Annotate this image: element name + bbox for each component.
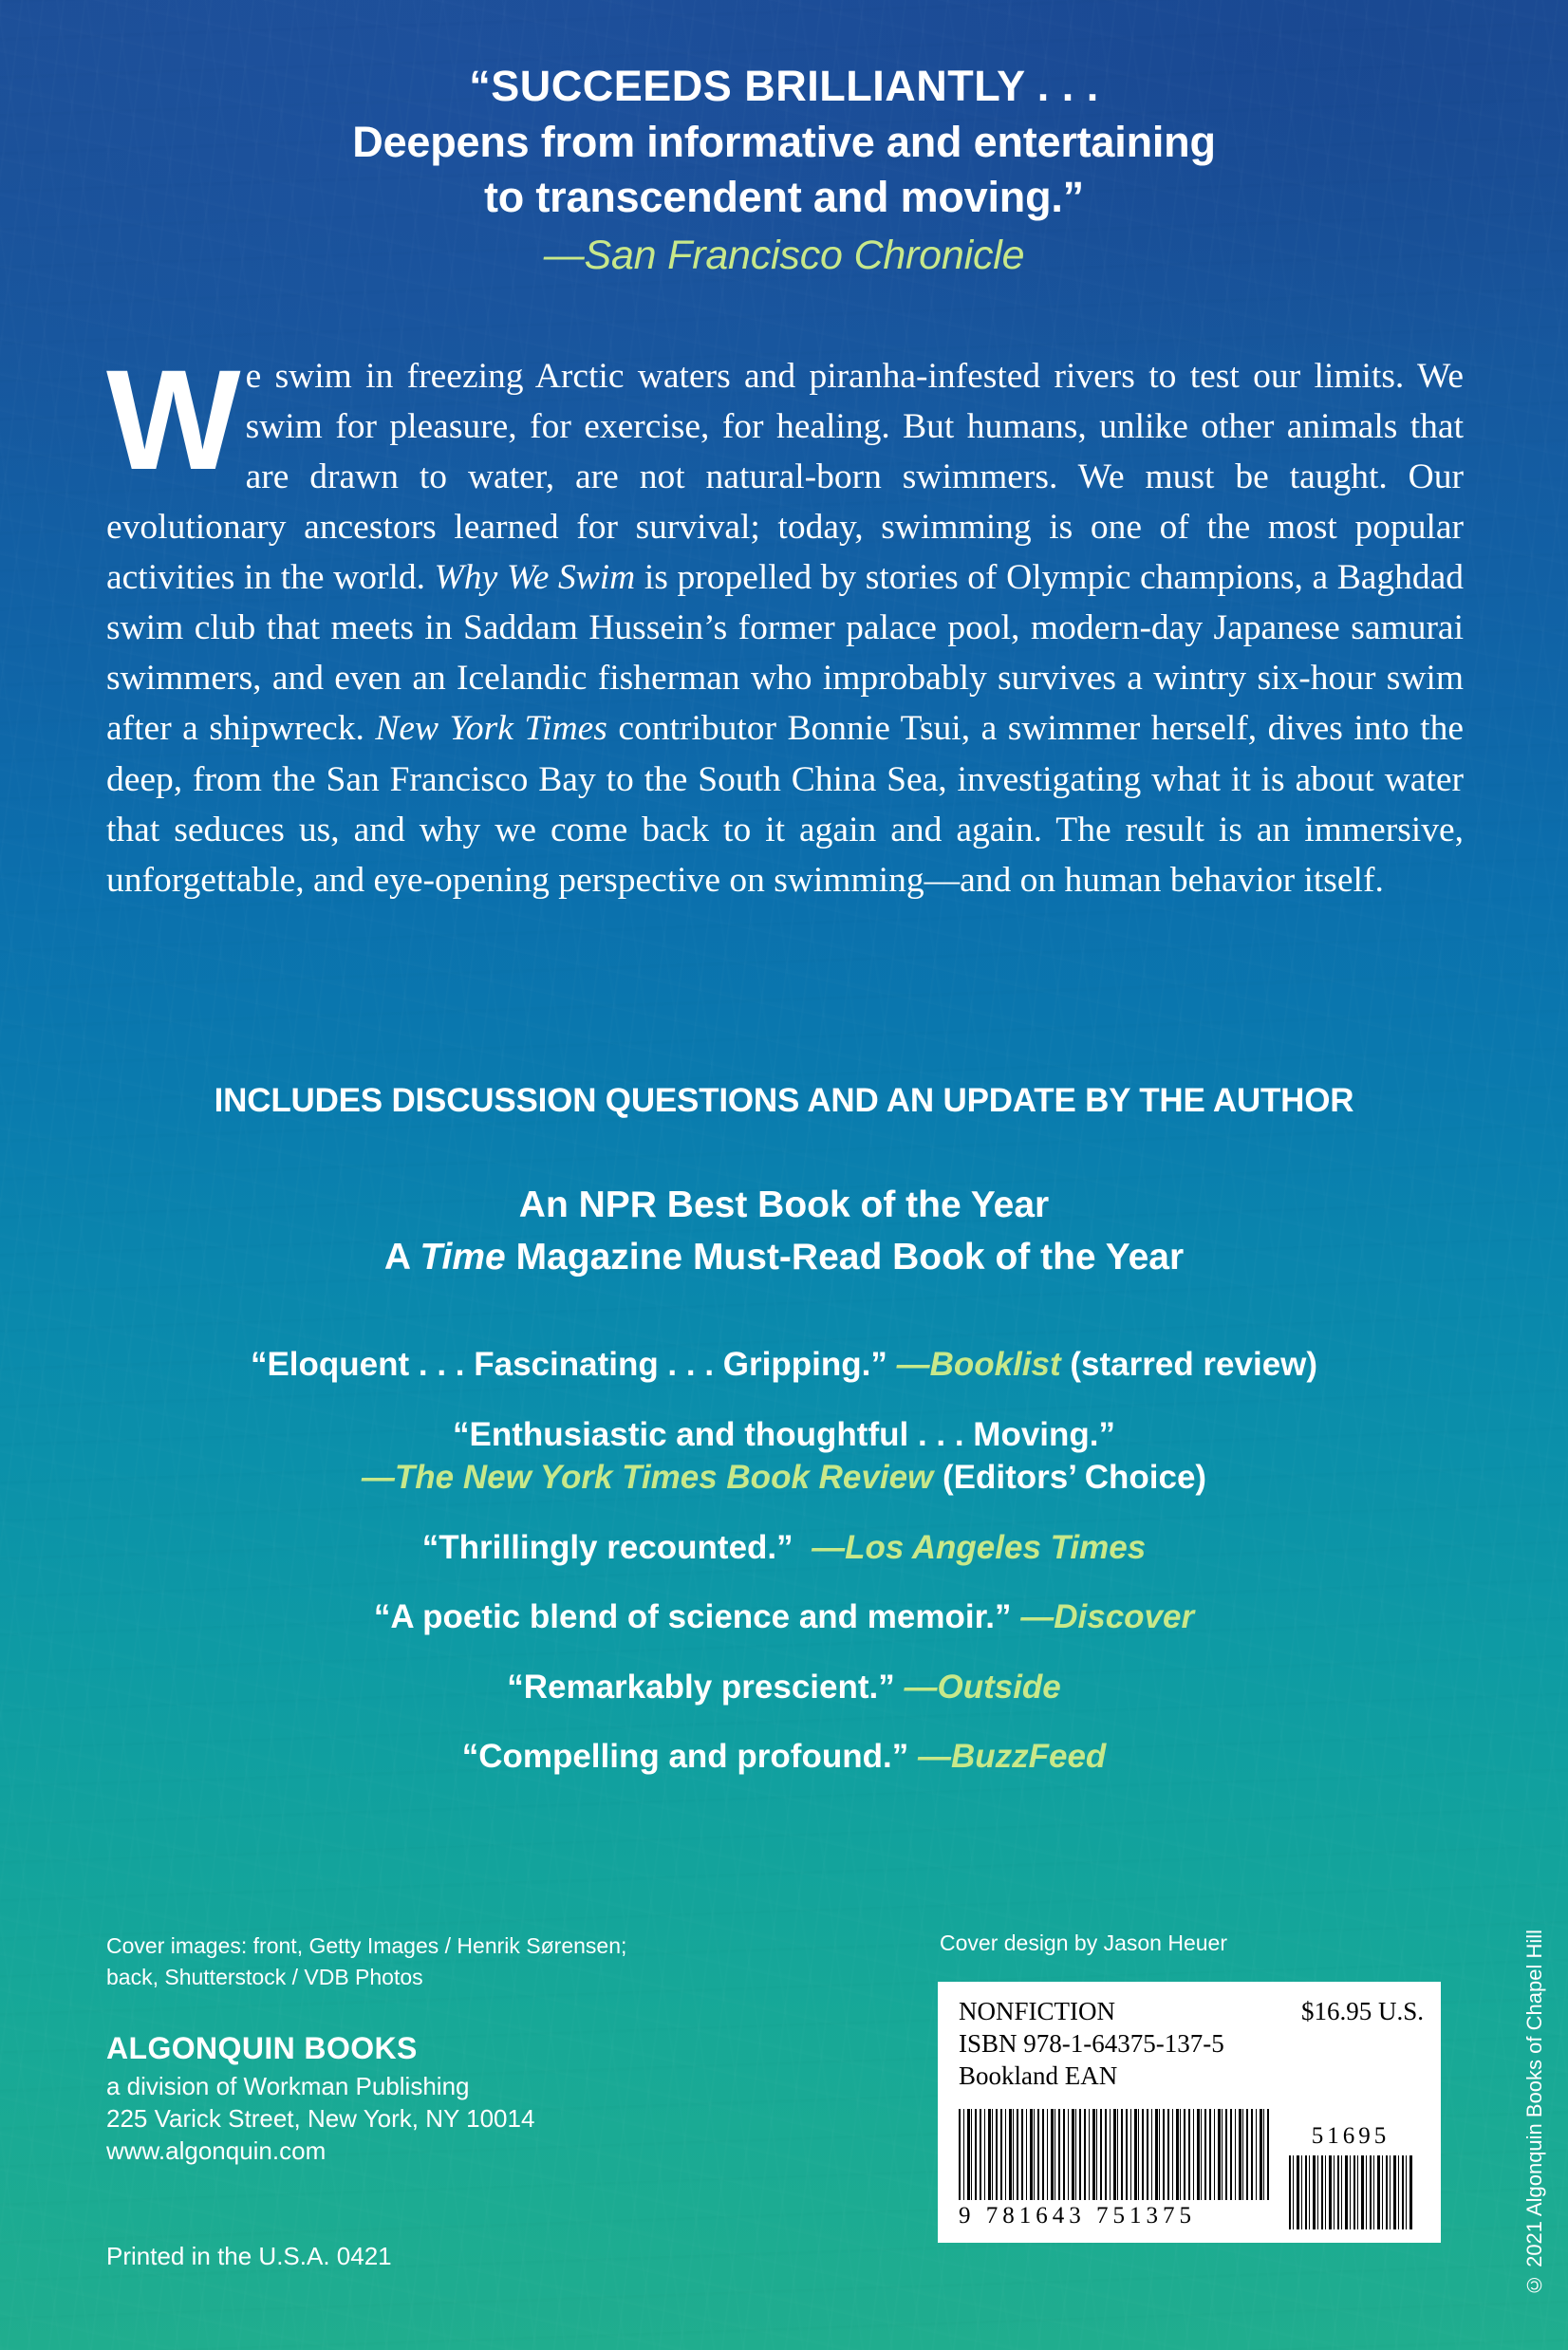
book-description	[106, 340, 1464, 905]
description-part-2: is propelled by stories of Olympic champions, a Baghdad swim club that meets in Saddam Hussein’s former palace pool, modern-day Japanese samurai swimmers, and even an Icelandic fisherman who improbably survives a wintry six-hour swim after a shipwreck.	[106, 558, 1464, 749]
review-quote	[0, 1343, 1568, 1387]
pull-quote	[0, 59, 1568, 282]
review-quotes	[0, 1343, 1568, 1805]
review-source: —Booklist	[896, 1346, 1061, 1383]
review-source: —The New York Times Book Review	[361, 1459, 934, 1496]
review-source: —Los Angeles Times	[812, 1528, 1147, 1566]
side-copyright: © 2021 Algonquin Books of Chapel Hill	[1522, 1929, 1546, 2297]
review-text: “Enthusiastic and thoughtful . . . Moving.”	[452, 1415, 1116, 1453]
honor-npr: An NPR Best Book of the Year	[518, 1184, 1050, 1225]
barcode-bookland-label: Bookland EAN	[959, 2061, 1118, 2091]
description-part-3: contributor Bonnie Tsui, a swimmer herself, dives into the deep, from the San Francisco Bay to the South China Sea, investigating what it is about water that seduces us, and why we come back to it again and again. The result is an immersive, unforgettable, and eye-opening perspective on swimming—and on human behavior itself.	[106, 709, 1464, 900]
barcode-ean-addon	[1289, 2123, 1412, 2229]
cover-image-credits	[106, 1930, 828, 1992]
review-extra: (starred review)	[1060, 1346, 1318, 1383]
honor-time	[0, 1231, 1568, 1283]
barcode-bars-wrapper	[959, 2109, 1424, 2229]
review-quote	[0, 1413, 1568, 1500]
pull-quote-line-2: Deepens from informative and entertaining	[352, 117, 1216, 166]
barcode-category: NONFICTION	[959, 1997, 1115, 2025]
review-text: “Compelling and profound.”	[461, 1738, 909, 1775]
cover-image-credit-line-2: back, Shutterstock / VDB Photos	[106, 1964, 423, 1989]
honor-time-italic: Time	[420, 1237, 506, 1278]
publisher-address: 225 Varick Street, New York, NY 10014	[106, 2103, 535, 2133]
pull-quote-source: —San Francisco Chronicle	[543, 232, 1025, 278]
pull-quote-line-3: to transcendent and moving.”	[484, 173, 1084, 221]
review-quote	[0, 1666, 1568, 1709]
publisher-name: ALGONQUIN BOOKS	[106, 2031, 418, 2065]
publisher-division: a division of Workman Publishing	[106, 2072, 470, 2100]
review-attribution-line	[0, 1456, 1568, 1500]
cover-image-credit-line-1: Cover images: front, Getty Images / Henrik Sørensen;	[106, 1933, 627, 1958]
review-source: —BuzzFeed	[917, 1738, 1107, 1775]
review-source: —Discover	[1020, 1598, 1195, 1635]
printed-in-note: Printed in the U.S.A. 0421	[106, 2242, 392, 2270]
pull-quote-line-1: “SUCCEEDS BRILLIANTLY . . .	[469, 62, 1099, 110]
review-quote	[0, 1595, 1568, 1639]
review-text: “Remarkably prescient.”	[507, 1668, 895, 1706]
drop-cap: W	[106, 340, 238, 499]
barcode-isbn: ISBN 978-1-64375-137-5	[959, 2029, 1224, 2059]
review-extra: (Editors’ Choice)	[933, 1459, 1207, 1496]
honor-time-pre: A	[383, 1237, 420, 1278]
barcode-header-row	[959, 1995, 1424, 2027]
barcode-block	[938, 1982, 1441, 2243]
review-text: “Thrillingly recounted.”	[421, 1528, 793, 1566]
barcode-price: $16.95 U.S.	[1300, 1997, 1424, 2025]
publication-italic: New York Times	[375, 709, 607, 749]
barcode-addon-digits: 51695	[1311, 2123, 1391, 2150]
review-text: “Eloquent . . . Fascinating . . . Gripping.”	[250, 1346, 887, 1383]
includes-note: INCLUDES DISCUSSION QUESTIONS AND AN UPDATE BY THE AUTHOR	[214, 1082, 1354, 1119]
review-quote	[0, 1526, 1568, 1570]
barcode-addon-bars-icon	[1289, 2155, 1412, 2229]
review-source: —Outside	[904, 1668, 1061, 1706]
barcode-ean-digits: 9 781643 751375	[959, 2203, 1196, 2229]
barcode-ean-main	[959, 2109, 1272, 2229]
barcode-bars-icon	[959, 2109, 1272, 2200]
cover-design-credit: Cover design by Jason Heuer	[940, 1930, 1227, 1955]
publisher-block	[106, 2031, 534, 2167]
honor-time-post: Magazine Must-Read Book of the Year	[505, 1237, 1185, 1278]
book-title-italic: Why We Swim	[434, 558, 636, 598]
review-quote	[0, 1735, 1568, 1779]
honors-block	[0, 1179, 1568, 1284]
publisher-website[interactable]: www.algonquin.com	[106, 2136, 327, 2165]
review-text: “A poetic blend of science and memoir.”	[373, 1598, 1012, 1635]
description-part-1: e swim in freezing Arctic waters and piranha-infested rivers to test our limits. We swim for pleasure, for exercise, for healing. But humans, unlike other animals that are drawn to water, are not natural-born swimmers. We must be taught. Our evolutionary ancestors learned for survival; today, swimming is one of the most popular activities in the world.	[106, 357, 1464, 598]
